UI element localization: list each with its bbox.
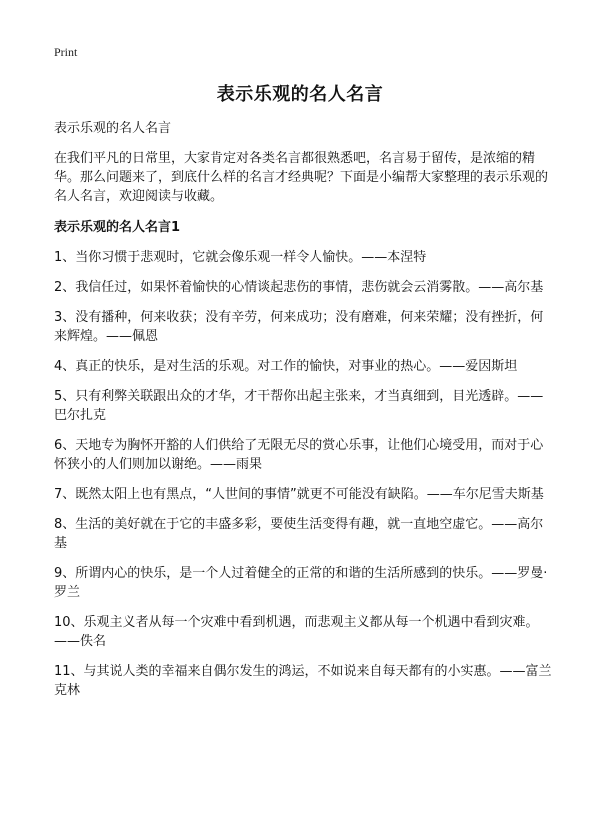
- quote-item: 5、只有利弊关联跟出众的才华，才干帮你出起主张来，才当真细到，目光透辟。——巴尔扎克: [54, 389, 544, 423]
- quote-item: 11、与其说人类的幸福来自偶尔发生的鸿运，不如说来自每天都有的小实惠。——富兰克林: [54, 664, 552, 698]
- quote-item: 3、没有播种，何来收获；没有辛劳，何来成功；没有磨难，何来荣耀；没有挫折，何来辉煌。——佩恩: [54, 310, 544, 344]
- quote-item: 10、乐观主义者从每一个灾难中看到机遇，而悲观主义都从每一个机遇中看到灾难。——佚名: [54, 615, 539, 649]
- quote-item: 7、既然太阳上也有黑点，“人世间的事情”就更不可能没有缺陷。——车尔尼雪夫斯基: [54, 487, 544, 502]
- quote-item: 4、真正的快乐，是对生活的乐观。对工作的愉快，对事业的热心。——爱因斯坦: [54, 359, 518, 374]
- quote-item: 6、天地专为胸怀开豁的人们供给了无限无尽的赏心乐事，让他们心境受用，而对于心怀狭小的人们则加以谢绝。——雨果: [54, 438, 544, 472]
- quote-item: 9、所谓内心的快乐，是一个人过着健全的正常的和谐的生活所感到的快乐。——罗曼·罗兰: [54, 566, 548, 600]
- section-heading: 表示乐观的名人名言1: [54, 220, 181, 235]
- document-body: [54, 119, 554, 711]
- quote-item: 2、我信任过，如果怀着愉快的心情谈起悲伤的事情，悲伤就会云消雾散。——高尔基: [54, 280, 544, 295]
- quote-item: 1、当你习惯于悲观时，它就会像乐观一样令人愉快。——本涅特: [54, 250, 427, 265]
- print-label: Print: [54, 45, 78, 59]
- page-title: 表示乐观的名人名言: [216, 84, 384, 105]
- quote-item: 8、生活的美好就在于它的丰盛多彩，要使生活变得有趣，就一直地空虚它。——高尔基: [54, 517, 544, 551]
- intro-paragraph: 在我们平凡的日常里，大家肯定对各类名言都很熟悉吧，名言易于留传，是浓缩的精华。那么问题来了，到底什么样的名言才经典呢？下面是小编帮大家整理的表示乐观的名人名言，欢迎阅读与收藏。: [54, 151, 549, 204]
- document-subtitle: 表示乐观的名人名言: [54, 121, 172, 136]
